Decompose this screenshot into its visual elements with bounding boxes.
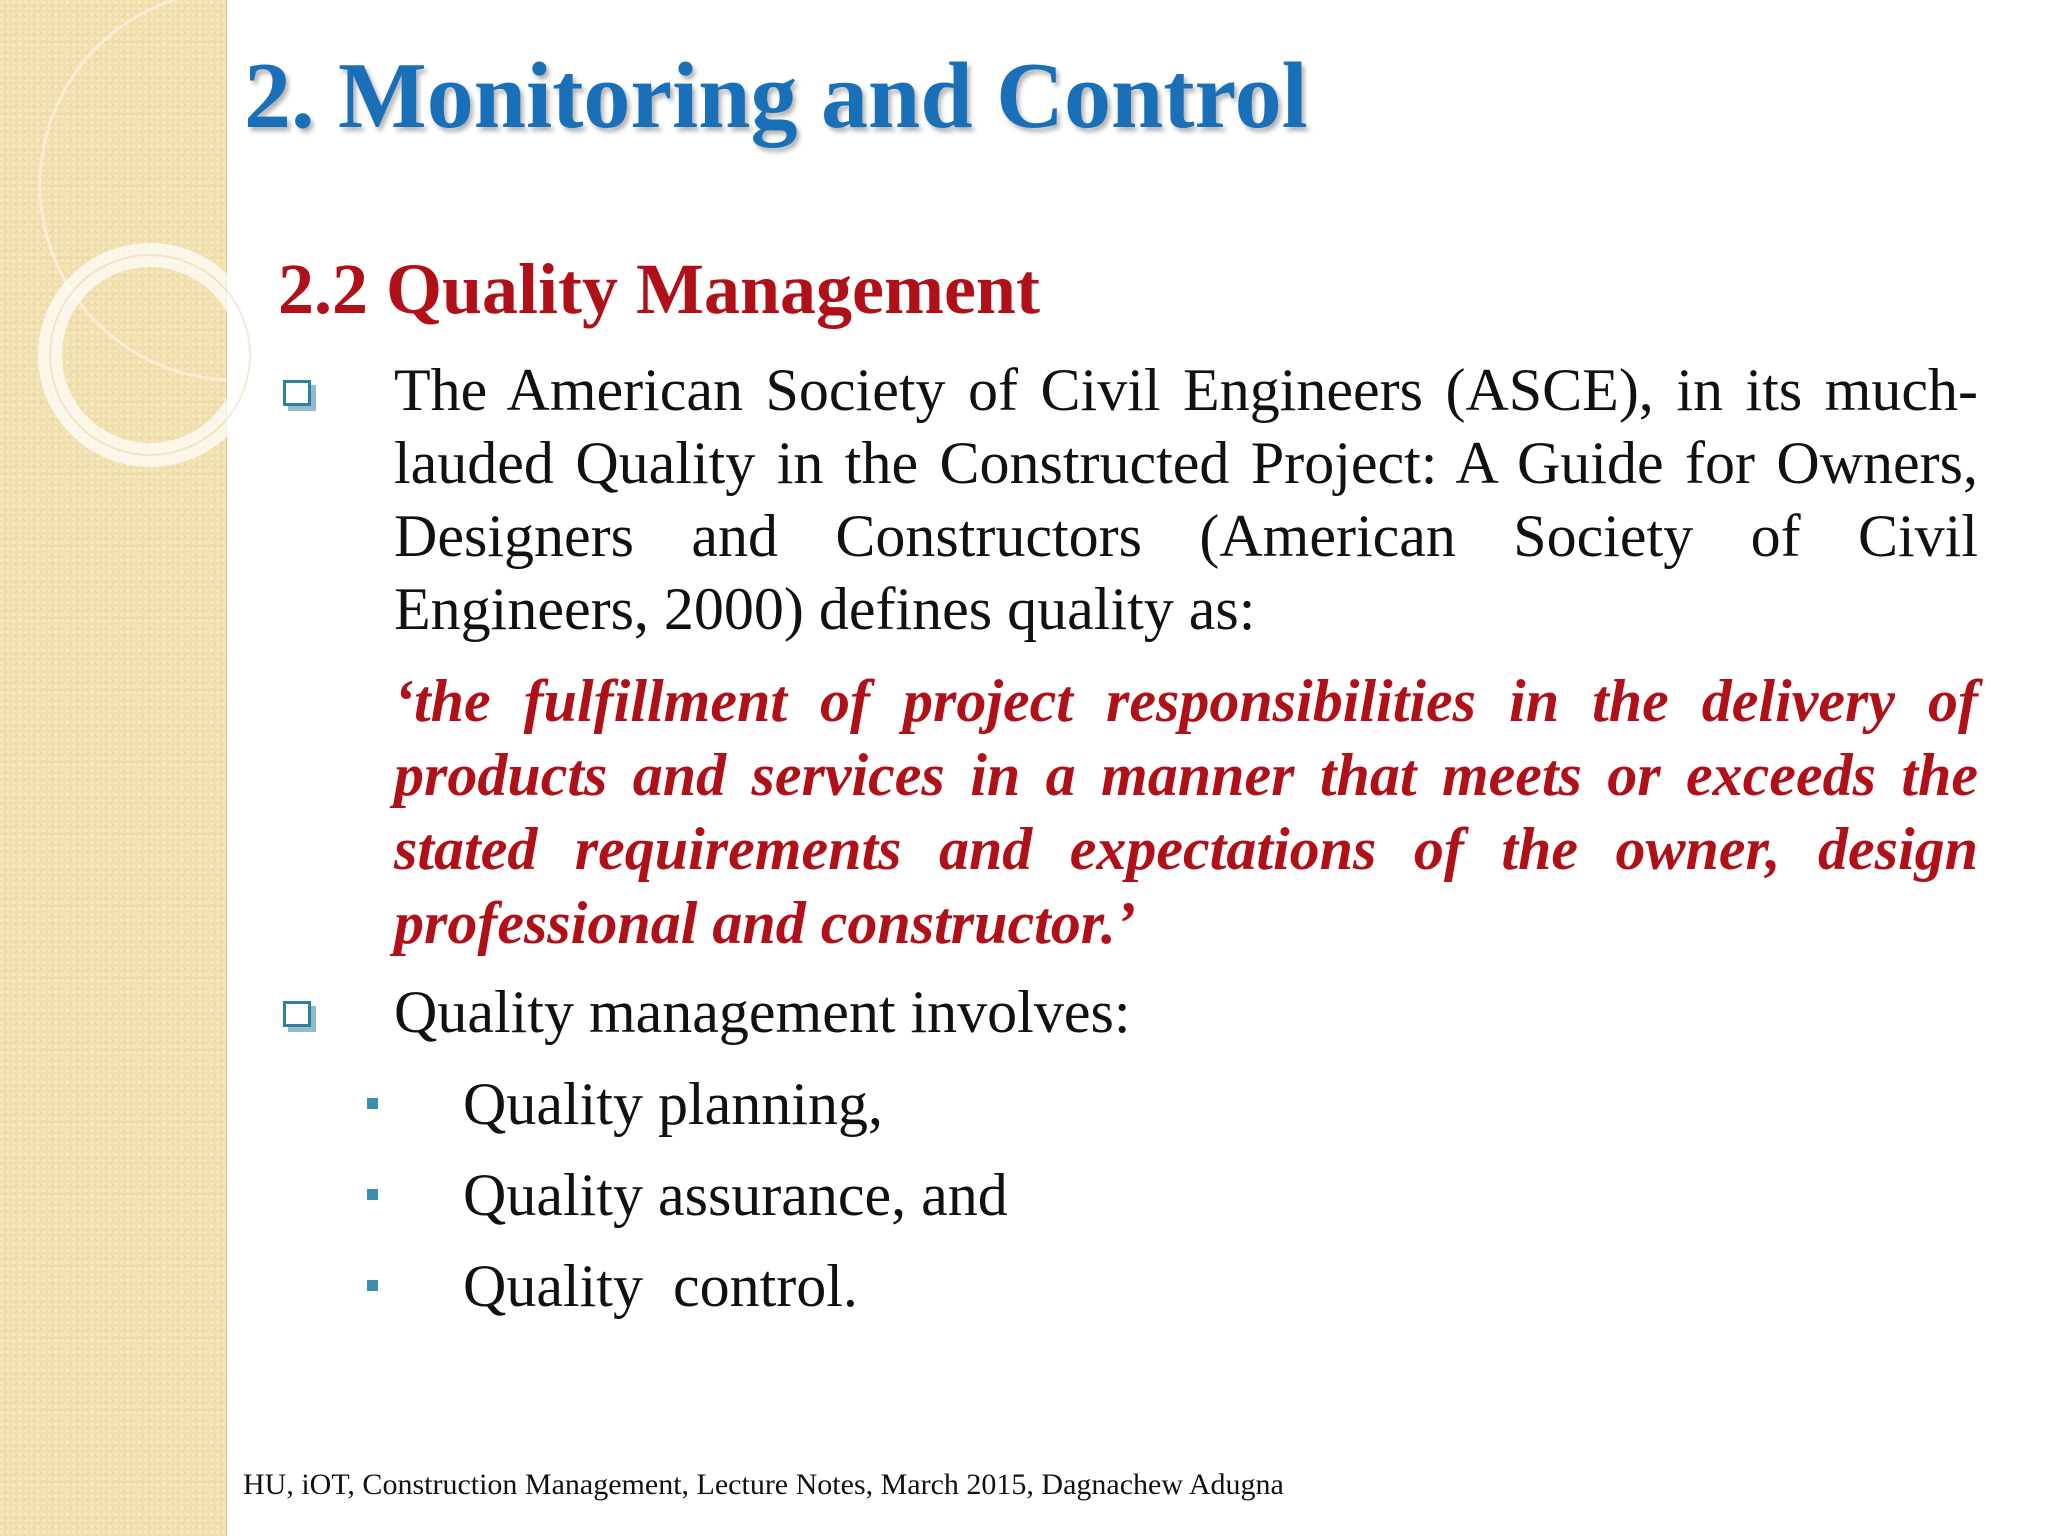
quality-definition-quote: ‘the fulfillment of project responsibilities in the delivery of products and services in a manner that meets or exceeds the stated requirements and expectations of the owner, design professional and constructor.’ [394,668,1978,956]
intro-paragraph: The American Society of Civil Engineers (ASCE), in its much-lauded Quality in the Constructed Project: A Guide for Owners, Designers and Constructors (American Society of Civil Engineers, 2000) defines quality as: [394,357,1978,642]
checkbox-bullet-icon [283,1001,311,1027]
sub-item-quality-assurance: Quality assurance, and [463,1162,1008,1228]
sub-item-quality-planning: Quality planning, [463,1071,883,1137]
square-bullet-icon [367,1280,378,1291]
section-heading: 2.2 Quality Management [278,249,1040,329]
footer-citation: HU, iOT, Construction Management, Lecture Notes, March 2015, Dagnachew Adugna [243,1468,1284,1501]
slide-title: 2. Monitoring and Control [244,44,1308,148]
square-bullet-icon [367,1189,378,1200]
involves-heading: Quality management involves: [394,979,1131,1045]
checkbox-bullet-icon [283,380,311,406]
sub-item-quality-control: Quality control. [463,1253,858,1319]
decorative-side-band [0,0,227,1536]
square-bullet-icon [367,1098,378,1109]
